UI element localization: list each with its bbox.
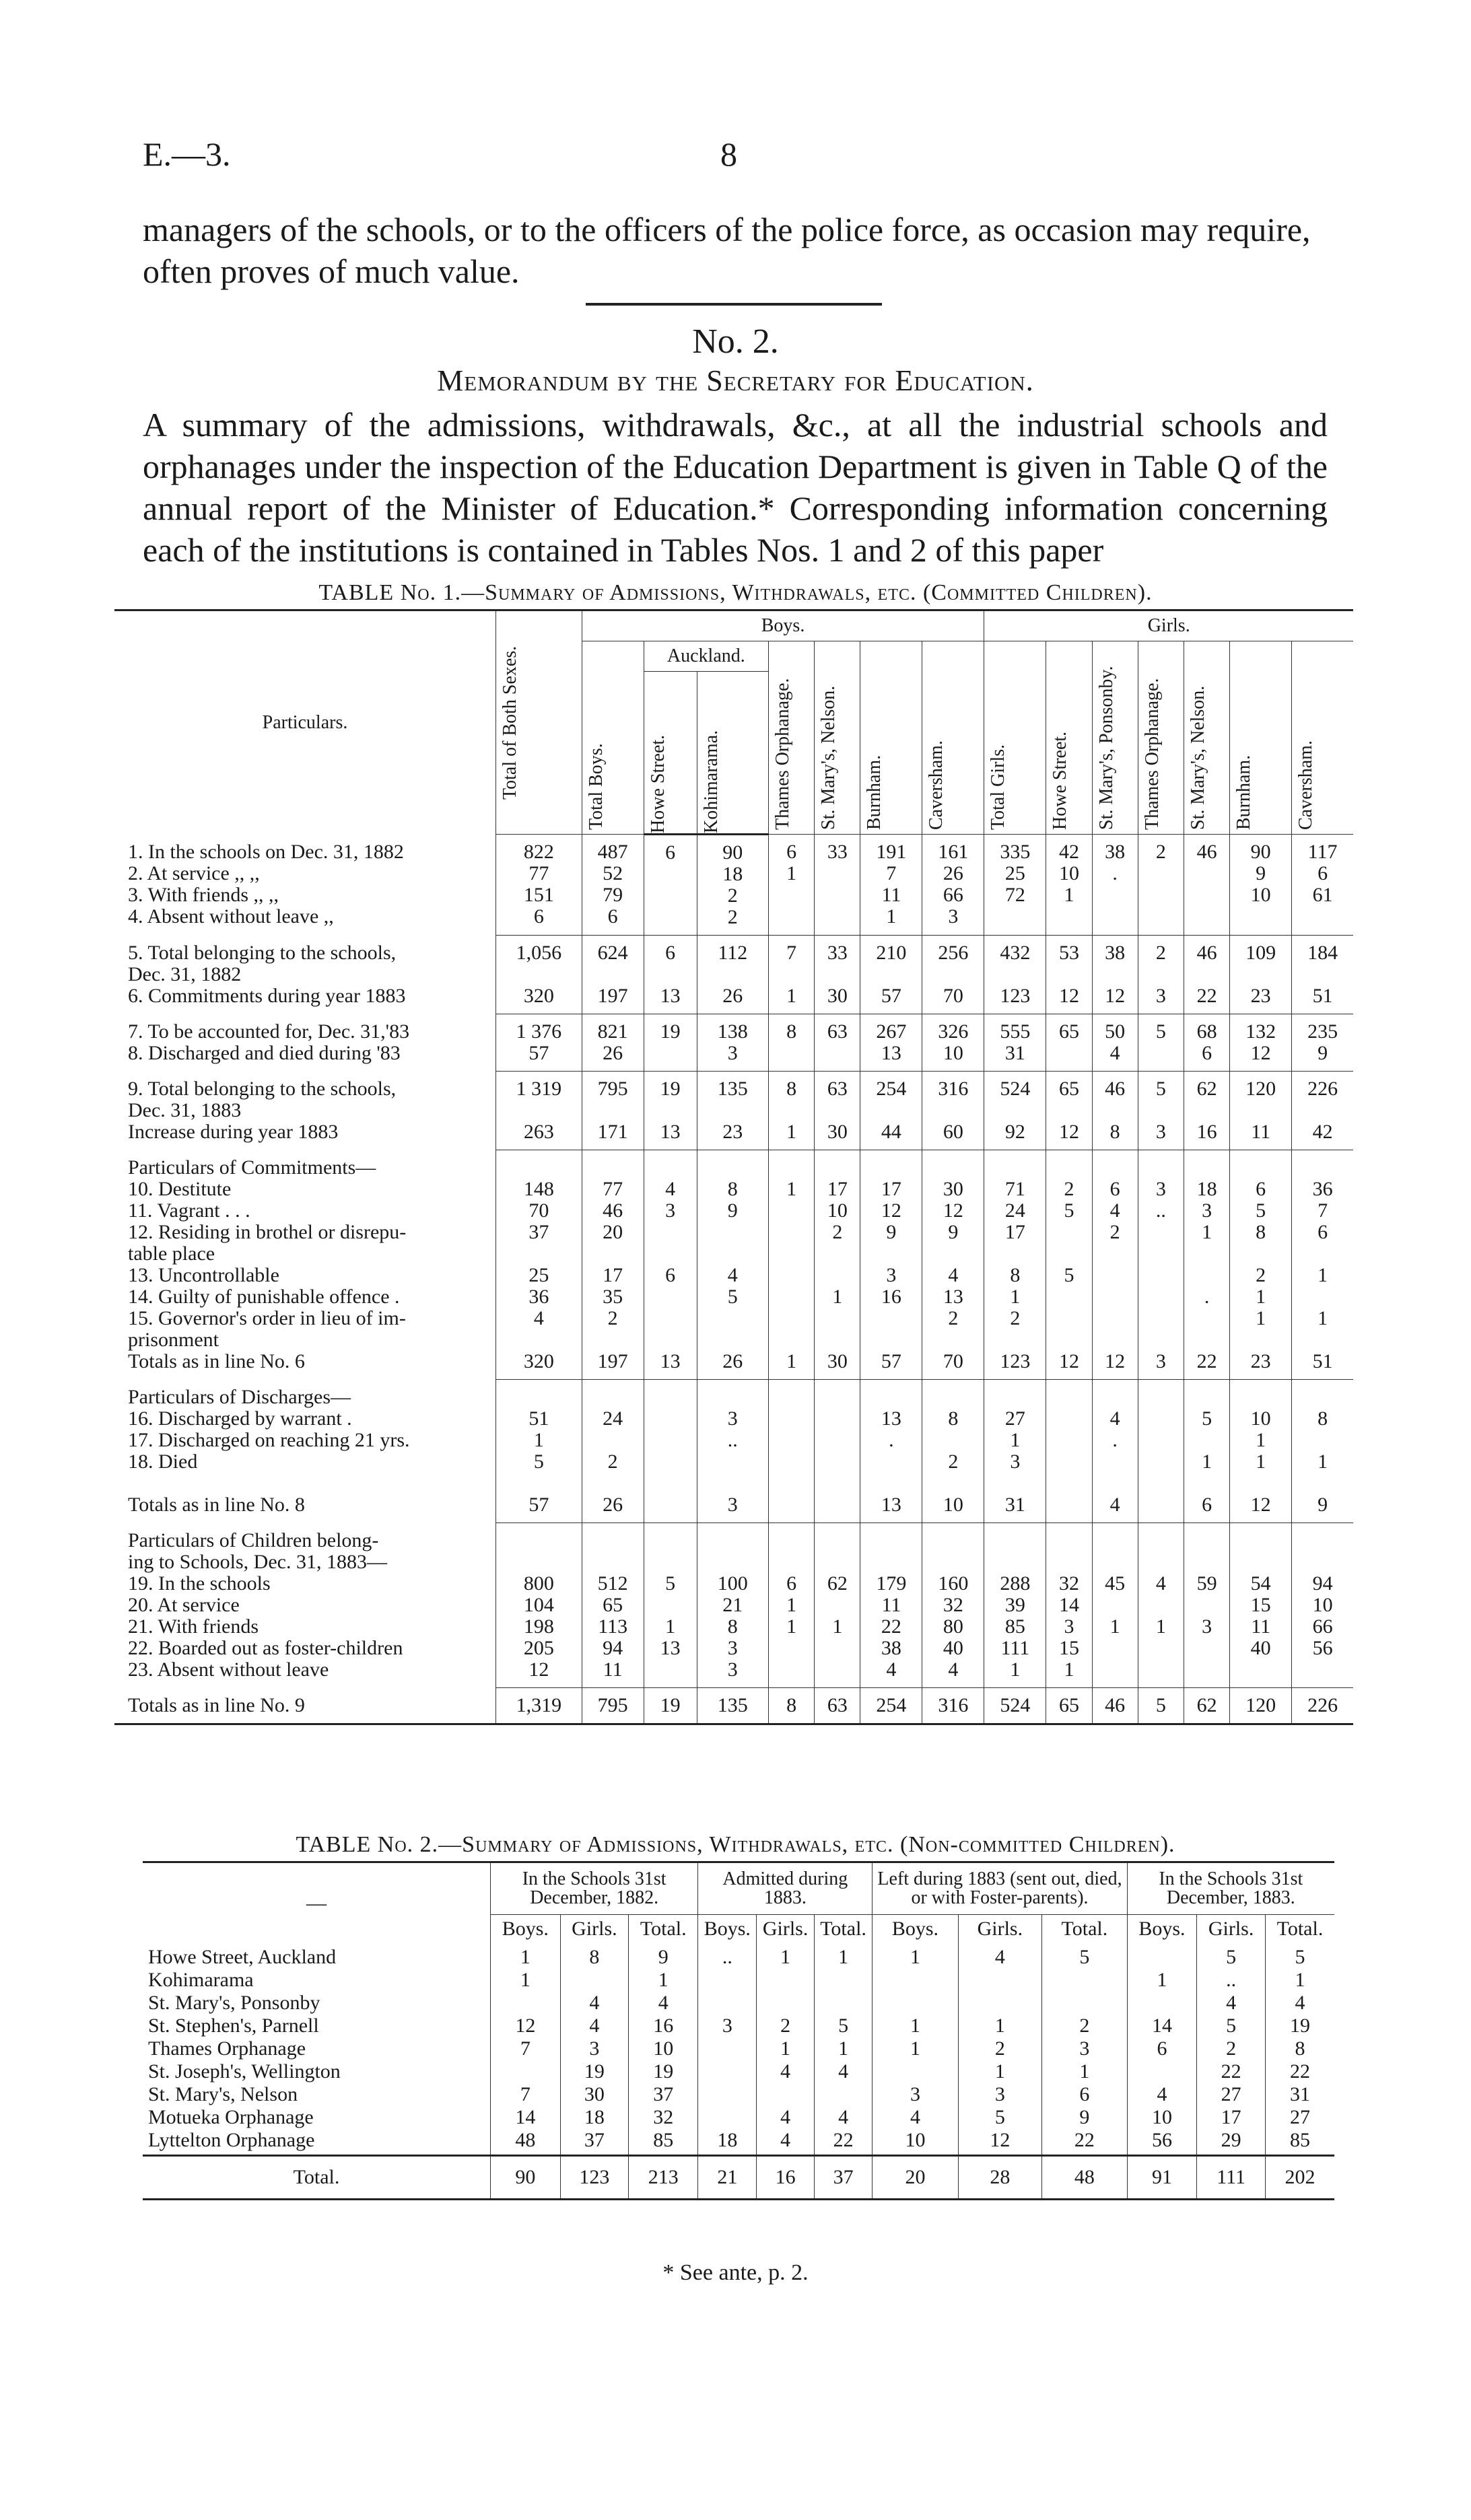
- cell-value: 100 21 8 3 3: [697, 1523, 768, 1688]
- cell-value: 267 13: [860, 1014, 922, 1072]
- cell-value: 235 9: [1292, 1014, 1353, 1072]
- col-boys-kohimarama: Kohimarama.: [697, 672, 768, 835]
- cell-value: 38 .: [1092, 835, 1138, 936]
- subheader: Girls.: [560, 1915, 629, 1944]
- cell-value: 19: [644, 1014, 697, 1072]
- group-girls: Girls.: [984, 610, 1353, 641]
- col-total-boys: Total Boys.: [582, 641, 644, 835]
- cell-value: 8 1 9: [1292, 1380, 1353, 1523]
- subheader: Total.: [629, 1915, 698, 1944]
- cell-value: 2 5 5 12: [1046, 1150, 1092, 1380]
- group-left-1883: Left during 1883 (sent out, died, or with Foster-parents).: [873, 1862, 1127, 1915]
- row-particulars: 9. Total belonging to the schools, Dec. 31, 1883 Increase during year 1883: [128, 1077, 397, 1143]
- cell-value: 117 6 61: [1292, 835, 1353, 936]
- cell-value: 13 . 13: [860, 1380, 922, 1523]
- cell-value: 45 1: [1092, 1523, 1138, 1688]
- page-number: 8: [720, 135, 737, 173]
- cell-value: 62: [1184, 1688, 1229, 1724]
- cell-value: 1 376 57: [496, 1014, 582, 1072]
- cell-value: 65: [1046, 1688, 1092, 1724]
- table2-column-values: 9 1 4 16 10 19 37 32 85: [629, 1943, 698, 2156]
- cell-value: 68 6: [1184, 1014, 1229, 1072]
- row-particulars: 1. In the schools on Dec. 31, 1882 2. At service ,, ,, 3. With friends ,, ,, 4. Absent without leave ,,: [128, 840, 404, 928]
- table1-row: [114, 1688, 1353, 1724]
- cell-value: 5: [1138, 1014, 1184, 1072]
- table2-total-value: 213: [629, 2156, 698, 2200]
- cell-value: 90 9 10: [1230, 835, 1292, 936]
- cell-value: 10 1 1 12: [1230, 1380, 1292, 1523]
- cell-value: 210 57: [860, 936, 922, 1014]
- cell-value: 135: [697, 1688, 768, 1724]
- table2-total-value: 111: [1197, 2156, 1266, 2200]
- table1-caption: TABLE No. 1.—Summary of Admissions, Withdrawals, etc. (Committed Children).: [318, 580, 1153, 605]
- cell-value: 38 12: [1092, 936, 1138, 1014]
- cell-value: 8: [769, 1014, 815, 1072]
- cell-value: 132 12: [1230, 1014, 1292, 1072]
- cell-value: 5 3: [1138, 1072, 1184, 1150]
- cell-value: 821 26: [582, 1014, 644, 1072]
- col-boys-thames: Thames Orphanage.: [769, 641, 815, 835]
- col-girls-howe: Howe Street.: [1046, 641, 1092, 835]
- cell-value: [815, 1380, 860, 1523]
- col-girls-ponsonby: St. Mary's, Ponsonby.: [1092, 641, 1138, 835]
- cell-value: 4 3 6 13: [644, 1150, 697, 1380]
- subheader: Total.: [1265, 1915, 1334, 1944]
- cell-value: 254 44: [860, 1072, 922, 1150]
- subheader: Boys.: [1127, 1915, 1197, 1944]
- cell-value: 1,056 320: [496, 936, 582, 1014]
- table2-column-values: 8 4 4 3 19 30 18 37: [560, 1943, 629, 2156]
- table1-row: [114, 1523, 1353, 1688]
- cell-value: 109 23: [1230, 936, 1292, 1014]
- group-boys: Boys.: [582, 610, 984, 641]
- col-girls-caversham: Caversham.: [1292, 641, 1353, 835]
- cell-value: 19: [644, 1688, 697, 1724]
- subheader: Total.: [1042, 1915, 1127, 1944]
- cell-value: 51 1 5 57: [496, 1380, 582, 1523]
- cell-value: 524 92: [984, 1072, 1046, 1150]
- cell-value: 316 60: [922, 1072, 984, 1150]
- cell-value: 42 10 1: [1046, 835, 1092, 936]
- cell-value: 62 1: [815, 1523, 860, 1688]
- table2-total-value: 91: [1127, 2156, 1197, 2200]
- table1-row: [114, 1014, 1353, 1072]
- cell-value: 6 1: [769, 835, 815, 936]
- cell-value: 326 10: [922, 1014, 984, 1072]
- row-particulars: Particulars of Discharges— 16. Discharged by warrant . 17. Discharged on reaching 21 yrs. 18. Died Totals as in line No. 8: [128, 1385, 410, 1516]
- cell-value: 1 319 263: [496, 1072, 582, 1150]
- table2-total-value: 20: [873, 2156, 958, 2200]
- col-boys-burnham: Burnham.: [860, 641, 922, 835]
- cell-value: 191 7 11 1: [860, 835, 922, 936]
- table2-total-value: 123: [560, 2156, 629, 2200]
- cell-value: 148 70 37 25 36 4 320: [496, 1150, 582, 1380]
- table2-total-value: 21: [698, 2156, 757, 2200]
- section-divider: [586, 303, 882, 306]
- cell-value: 50 4: [1092, 1014, 1138, 1072]
- col-boys-nelson: St. Mary's, Nelson.: [815, 641, 860, 835]
- table2-total-value: 48: [1042, 2156, 1127, 2200]
- table2-column-values: 1 1 1 3 4 10: [873, 1943, 958, 2156]
- table1-row: [114, 1150, 1353, 1380]
- cell-value: 120 11: [1230, 1072, 1292, 1150]
- subheader: Girls.: [958, 1915, 1042, 1944]
- subheader: Boys.: [491, 1915, 561, 1944]
- cell-value: 3 .. 3: [697, 1380, 768, 1523]
- table2-column-values: 1 2 1 4 4 4: [757, 1943, 814, 2156]
- group-in-schools-1882: In the Schools 31st December, 1882.: [491, 1862, 698, 1915]
- cell-value: 53 12: [1046, 936, 1092, 1014]
- table2-column-values: .. 3 18: [698, 1943, 757, 2156]
- cell-value: 63: [815, 1688, 860, 1724]
- cell-value: 795 171: [582, 1072, 644, 1150]
- cell-value: 2: [1138, 835, 1184, 936]
- cell-value: 1 1: [769, 1150, 815, 1380]
- subheader: Boys.: [873, 1915, 958, 1944]
- memo-number: No. 2.: [692, 322, 779, 361]
- cell-value: 226: [1292, 1688, 1353, 1724]
- table1-row: [114, 835, 1353, 936]
- cell-value: 17 12 9 3 16 57: [860, 1150, 922, 1380]
- cell-value: 46 8: [1092, 1072, 1138, 1150]
- table2-column-values: 5 1 4 19 8 22 31 27 85: [1265, 1943, 1334, 2156]
- col-girls-burnham: Burnham.: [1230, 641, 1292, 835]
- table2-column-values: 1 1 12 7 7 14 48: [491, 1943, 561, 2156]
- cell-value: 2 3: [1138, 936, 1184, 1014]
- col-total-both: Total of Both Sexes.: [496, 610, 582, 835]
- table1: [114, 609, 1353, 1725]
- cell-value: 316: [922, 1688, 984, 1724]
- cell-value: 1,319: [496, 1688, 582, 1724]
- cell-value: 487 52 79 6: [582, 835, 644, 936]
- cell-value: [644, 1380, 697, 1523]
- cell-value: 46: [1184, 835, 1229, 936]
- row-particulars: 5. Total belonging to the schools, Dec. 31, 1882 6. Commitments during year 1883: [128, 941, 406, 1007]
- cell-value: 335 25 72: [984, 835, 1046, 936]
- cell-value: 27 1 3 31: [984, 1380, 1046, 1523]
- cell-value: 179 11 22 38 4: [860, 1523, 922, 1688]
- table2-column-values: 5 .. 4 5 2 22 27 17 29: [1197, 1943, 1266, 2156]
- cell-value: 33: [815, 835, 860, 936]
- cell-value: 71 24 17 8 1 2 123: [984, 1150, 1046, 1380]
- cell-value: 135 23: [697, 1072, 768, 1150]
- cell-value: 6 1 1: [769, 1523, 815, 1688]
- col-boys-caversham: Caversham.: [922, 641, 984, 835]
- table2-caption: TABLE No. 2.—Summary of Admissions, Withdrawals, etc. (Non-committed Children).: [296, 1832, 1175, 1857]
- row-particulars: 7. To be accounted for, Dec. 31,'83 8. Discharged and died during '83: [128, 1020, 410, 1064]
- table2: [143, 1861, 1334, 2200]
- subheader: Boys.: [698, 1915, 757, 1944]
- cell-value: 138 3: [697, 1014, 768, 1072]
- row-particulars: Particulars of Commitments— 10. Destitute 11. Vagrant . . . 12. Residing in brothel or disrepu- table place 13. Uncontrollable 14. Guilty of punishable offence . 15. Governor's order in lieu of im- prisonment Totals as in line No. 6: [128, 1156, 407, 1372]
- cell-value: 512 65 113 94 11: [582, 1523, 644, 1688]
- cell-value: 822 77 151 6: [496, 835, 582, 936]
- memo-body: A summary of the admissions, withdrawals, &c., at all the industrial schools and orphanages under the inspection of the Education Department is given in Table Q of the annual report of the Minister of Education.* Corresponding information concerning each of the institutions is contained in Tables Nos. 1 and 2 of this paper: [143, 406, 1328, 569]
- group-in-schools-1883: In the Schools 31st December, 1883.: [1127, 1862, 1334, 1915]
- cell-value: 46 22: [1184, 936, 1229, 1014]
- cell-value: 62 16: [1184, 1072, 1229, 1150]
- subheader: Total.: [814, 1915, 873, 1944]
- col-total-girls: Total Girls.: [984, 641, 1046, 835]
- cell-value: 795: [582, 1688, 644, 1724]
- cell-value: 4 1: [1138, 1523, 1184, 1688]
- table2-institution-names: Howe Street, Auckland Kohimarama St. Mary's, Ponsonby St. Stephen's, Parnell Thames Orphanage St. Joseph's, Wellington St. Mary's, Nelson Motueka Orphanage Lyttelton Orphanage: [148, 1946, 341, 2151]
- cell-value: 65 12: [1046, 1072, 1092, 1150]
- table1-row: [114, 1072, 1353, 1150]
- cell-value: 94 10 66 56: [1292, 1523, 1353, 1688]
- cell-value: 5 1 6: [1184, 1380, 1229, 1523]
- subheader: Girls.: [1197, 1915, 1266, 1944]
- cell-value: 624 197: [582, 936, 644, 1014]
- cell-value: 6 5 8 2 1 1 23: [1230, 1150, 1292, 1380]
- cell-value: 19 13: [644, 1072, 697, 1150]
- row-particulars: Particulars of Children belong- ing to Schools, Dec. 31, 1883— 19. In the schools 20. At service 21. With friends 22. Boarded out as foster-children 23. Absent without leave: [128, 1529, 403, 1681]
- cell-value: 54 15 11 40: [1230, 1523, 1292, 1688]
- cell-value: 555 31: [984, 1014, 1046, 1072]
- page-code: E.—3.: [143, 135, 231, 173]
- table2-column-values: 5 2 3 1 6 9 22: [1042, 1943, 1127, 2156]
- group-auckland: Auckland.: [644, 641, 768, 672]
- cell-value: 36 7 6 1 1 51: [1292, 1150, 1353, 1380]
- cell-value: 59 3: [1184, 1523, 1229, 1688]
- cell-value: 4 . 4: [1092, 1380, 1138, 1523]
- cell-value: 432 123: [984, 936, 1046, 1014]
- cell-value: 77 46 20 17 35 2 197: [582, 1150, 644, 1380]
- cell-value: 46: [1092, 1688, 1138, 1724]
- table2-total-value: 16: [757, 2156, 814, 2200]
- cell-value: 6: [644, 835, 697, 936]
- cell-value: 254: [860, 1688, 922, 1724]
- cell-value: 8: [769, 1688, 815, 1724]
- cell-value: 3 .. 3: [1138, 1150, 1184, 1380]
- cell-value: 65: [1046, 1014, 1092, 1072]
- cell-value: 161 26 66 3: [922, 835, 984, 936]
- table2-total-label: Total.: [143, 2156, 491, 2200]
- cell-value: 5: [1138, 1688, 1184, 1724]
- cell-value: [769, 1380, 815, 1523]
- cell-value: 256 70: [922, 936, 984, 1014]
- group-admitted-1883: Admitted during 1883.: [698, 1862, 873, 1915]
- col-girls-thames: Thames Orphanage.: [1138, 641, 1184, 835]
- cell-value: 112 26: [697, 936, 768, 1014]
- cell-value: 17 10 2 1 30: [815, 1150, 860, 1380]
- subheader: Girls.: [757, 1915, 814, 1944]
- cell-value: 24 2 26: [582, 1380, 644, 1523]
- col-girls-nelson: St. Mary's, Nelson.: [1184, 641, 1229, 835]
- memo-title: Memorandum by the Secretary for Education.: [437, 364, 1034, 397]
- cell-value: 8 2 10: [922, 1380, 984, 1523]
- intro-paragraph: managers of the schools, or to the officers of the police force, as occasion may require, often proves of much value.: [143, 211, 1311, 290]
- row-particulars: Totals as in line No. 9: [114, 1688, 496, 1724]
- cell-value: 226 42: [1292, 1072, 1353, 1150]
- cell-value: 32 14 3 15 1: [1046, 1523, 1092, 1688]
- footnote: * See ante, p. 2.: [662, 2260, 809, 2285]
- table2-column-values: 1 14 6 4 10 56: [1127, 1943, 1197, 2156]
- cell-value: 120: [1230, 1688, 1292, 1724]
- cell-value: 8 9 4 5 26: [697, 1150, 768, 1380]
- cell-value: 33 30: [815, 936, 860, 1014]
- col-particulars: Particulars.: [114, 610, 496, 835]
- table2-total-value: 90: [491, 2156, 561, 2200]
- cell-value: 800 104 198 205 12: [496, 1523, 582, 1688]
- table2-total-value: 37: [814, 2156, 873, 2200]
- table1-row: [114, 936, 1353, 1014]
- cell-value: 63: [815, 1014, 860, 1072]
- cell-value: 160 32 80 40 4: [922, 1523, 984, 1688]
- cell-value: 90 18 2 2: [697, 835, 768, 936]
- cell-value: 63 30: [815, 1072, 860, 1150]
- cell-value: 6 13: [644, 936, 697, 1014]
- table2-total-value: 28: [958, 2156, 1042, 2200]
- table2-name-header: —: [143, 1862, 491, 1944]
- cell-value: 6 4 2 12: [1092, 1150, 1138, 1380]
- cell-value: 5 1 13: [644, 1523, 697, 1688]
- cell-value: 184 51: [1292, 936, 1353, 1014]
- cell-value: 7 1: [769, 936, 815, 1014]
- cell-value: 18 3 1 . 22: [1184, 1150, 1229, 1380]
- cell-value: 8 1: [769, 1072, 815, 1150]
- cell-value: [1138, 1380, 1184, 1523]
- table2-total-value: 202: [1265, 2156, 1334, 2200]
- cell-value: [1046, 1380, 1092, 1523]
- col-boys-howe: Howe Street.: [644, 672, 697, 835]
- table1-row: [114, 1380, 1353, 1523]
- table2-column-values: 1 5 1 4 4 22: [814, 1943, 873, 2156]
- cell-value: 30 12 9 4 13 2 70: [922, 1150, 984, 1380]
- table2-column-values: 4 1 2 1 3 5 12: [958, 1943, 1042, 2156]
- cell-value: 524: [984, 1688, 1046, 1724]
- cell-value: 288 39 85 111 1: [984, 1523, 1046, 1688]
